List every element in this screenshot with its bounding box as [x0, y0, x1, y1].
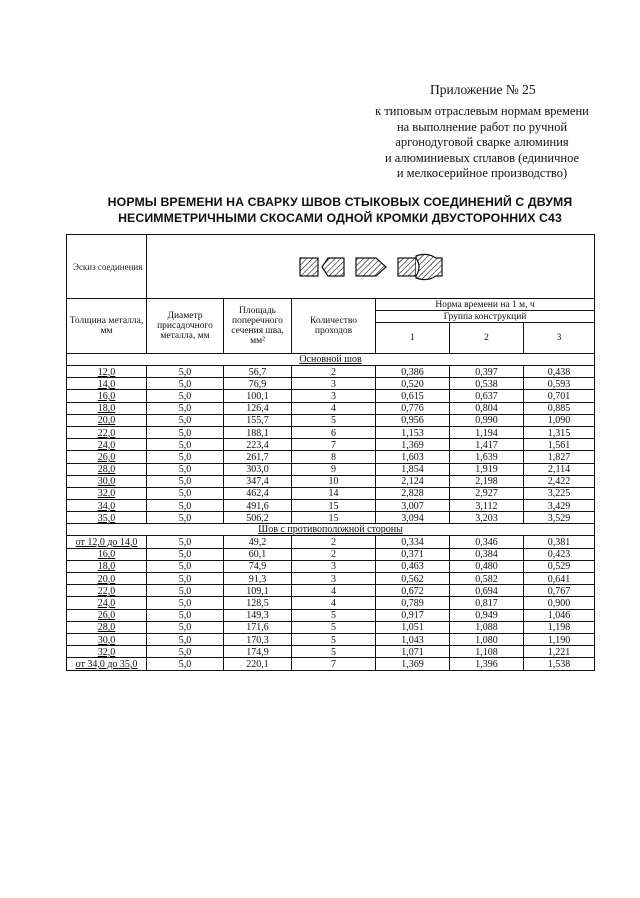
table-cell: 100,1	[224, 390, 292, 402]
table-cell: 2,198	[450, 475, 524, 487]
table-cell: 1,046	[524, 609, 595, 621]
table-cell: 5,0	[147, 366, 224, 378]
table-cell: 220,1	[224, 658, 292, 670]
table-cell: 126,4	[224, 402, 292, 414]
table-cell: 170,3	[224, 633, 292, 645]
appendix-line: и алюминиевых сплавов (единичное	[384, 150, 580, 165]
table-cell: 4	[292, 402, 376, 414]
table-cell: 1,108	[450, 646, 524, 658]
table-cell: 5,0	[147, 658, 224, 670]
table-cell: 5,0	[147, 633, 224, 645]
table-cell: 60,1	[224, 548, 292, 560]
table-cell: 7	[292, 439, 376, 451]
table-cell: 0,917	[376, 609, 450, 621]
table-cell: 34,0	[67, 500, 147, 512]
table-cell: 1,221	[524, 646, 595, 658]
table-cell: 1,538	[524, 658, 595, 670]
table-cell: 5	[292, 609, 376, 621]
appendix-line: к типовым отраслевым нормам времени	[375, 104, 589, 118]
table-cell: 16,0	[67, 548, 147, 560]
table-cell: 0,529	[524, 560, 595, 572]
table-cell: 5	[292, 414, 376, 426]
table-cell: 3	[292, 573, 376, 585]
table-cell: 26,0	[67, 609, 147, 621]
table-cell: 0,538	[450, 378, 524, 390]
table-cell: 5,0	[147, 390, 224, 402]
table-cell: 5,0	[147, 512, 224, 524]
header-group: Группа конструкций	[376, 311, 595, 323]
table-cell: 6	[292, 426, 376, 438]
table-cell: 5,0	[147, 548, 224, 560]
table-cell: 0,949	[450, 609, 524, 621]
table-cell: 1,919	[450, 463, 524, 475]
table-cell: 1,090	[524, 414, 595, 426]
table-row	[67, 621, 595, 633]
table-cell: 1,194	[450, 426, 524, 438]
document-title-line: НОРМЫ ВРЕМЕНИ НА СВАРКУ ШВОВ СТЫКОВЫХ СОЕДИНЕНИЙ С ДВУМЯ	[107, 195, 573, 209]
table-cell: 0,397	[450, 366, 524, 378]
table-cell: 5,0	[147, 487, 224, 499]
table-cell: 0,615	[376, 390, 450, 402]
table-row	[67, 512, 595, 524]
sketch-label: Эскиз соединения	[67, 235, 147, 299]
table-cell: 30,0	[67, 475, 147, 487]
table-cell: 18,0	[67, 402, 147, 414]
table-cell: 0,593	[524, 378, 595, 390]
table-cell: от 12,0 до 14,0	[67, 536, 147, 548]
table-cell: 5,0	[147, 621, 224, 633]
table-row	[67, 573, 595, 585]
table-row	[67, 402, 595, 414]
table-cell: 1,051	[376, 621, 450, 633]
header-area-text: Площадь поперечного сечения шва,	[231, 306, 284, 336]
table-cell: 26,0	[67, 451, 147, 463]
table-cell: 0,480	[450, 560, 524, 572]
table-cell: 22,0	[67, 585, 147, 597]
header-area	[224, 299, 292, 354]
table-cell: 0,767	[524, 585, 595, 597]
table-cell: 3,112	[450, 500, 524, 512]
table-cell: 1,417	[450, 439, 524, 451]
header-group-2: 2	[450, 323, 524, 354]
table-cell: 22,0	[67, 426, 147, 438]
table-cell: 223,4	[224, 439, 292, 451]
table-cell: 491,6	[224, 500, 292, 512]
table-cell: 0,438	[524, 366, 595, 378]
table-cell: 1,396	[450, 658, 524, 670]
table-cell: 0,384	[450, 548, 524, 560]
table-row	[67, 560, 595, 572]
table-cell: 74,9	[224, 560, 292, 572]
table-cell: 5,0	[147, 463, 224, 475]
table-cell: 1,080	[450, 633, 524, 645]
table-cell: 3,007	[376, 500, 450, 512]
table-cell: 30,0	[67, 633, 147, 645]
table-row	[67, 378, 595, 390]
table-cell: 149,3	[224, 609, 292, 621]
table-cell: 1,071	[376, 646, 450, 658]
table-row	[67, 451, 595, 463]
table-cell: 1,043	[376, 633, 450, 645]
table-cell: 347,4	[224, 475, 292, 487]
table-cell: 5,0	[147, 500, 224, 512]
norms-table	[66, 234, 595, 671]
table-cell: 32,0	[67, 646, 147, 658]
table-cell: 0,885	[524, 402, 595, 414]
table-cell: 15	[292, 500, 376, 512]
table-cell: 1,603	[376, 451, 450, 463]
table-cell: 303,0	[224, 463, 292, 475]
table-cell: 5,0	[147, 378, 224, 390]
table-cell: 3,529	[524, 512, 595, 524]
table-cell: 28,0	[67, 463, 147, 475]
table-row	[67, 475, 595, 487]
table-row	[67, 597, 595, 609]
table-cell: 5,0	[147, 402, 224, 414]
table-cell: 18,0	[67, 560, 147, 572]
table-cell: 20,0	[67, 414, 147, 426]
table-cell: 1,153	[376, 426, 450, 438]
table-cell: 188,1	[224, 426, 292, 438]
table-row	[67, 633, 595, 645]
header-thickness: Толщина металла, мм	[67, 299, 147, 354]
table-cell: 0,371	[376, 548, 450, 560]
table-cell: 1,854	[376, 463, 450, 475]
table-cell: 9	[292, 463, 376, 475]
table-cell: 155,7	[224, 414, 292, 426]
table-cell: 3	[292, 378, 376, 390]
table-cell: 56,7	[224, 366, 292, 378]
table-row	[67, 439, 595, 451]
table-cell: 2	[292, 536, 376, 548]
table-cell: 3	[292, 390, 376, 402]
table-cell: 0,776	[376, 402, 450, 414]
appendix-line: аргонодуговой сварке алюминия	[395, 135, 569, 149]
table-cell: 1,369	[376, 439, 450, 451]
table-cell: 3,429	[524, 500, 595, 512]
table-cell: 12,0	[67, 366, 147, 378]
table-cell: 35,0	[67, 512, 147, 524]
appendix-line: и мелкосерийное производство)	[396, 166, 568, 180]
header-diameter: Диаметр присадочного металла, мм	[147, 299, 224, 354]
table-row	[67, 500, 595, 512]
table-cell: 0,990	[450, 414, 524, 426]
table-cell: 2,422	[524, 475, 595, 487]
table-cell: 4	[292, 585, 376, 597]
joint-sketch	[147, 235, 595, 299]
table-cell: 5,0	[147, 451, 224, 463]
table-cell: 5,0	[147, 609, 224, 621]
appendix-subtitle	[352, 104, 612, 182]
table-cell: 0,346	[450, 536, 524, 548]
table-cell: 0,804	[450, 402, 524, 414]
table-cell: 506,2	[224, 512, 292, 524]
table-cell: 5,0	[147, 573, 224, 585]
table-cell: 0,386	[376, 366, 450, 378]
table-cell: 5,0	[147, 414, 224, 426]
section-main	[67, 354, 595, 366]
table-cell: 171,6	[224, 621, 292, 633]
table-cell: 5,0	[147, 560, 224, 572]
table-row	[67, 366, 595, 378]
table-cell: 20,0	[67, 573, 147, 585]
table-cell: 0,641	[524, 573, 595, 585]
table-cell: 0,582	[450, 573, 524, 585]
table-row	[67, 536, 595, 548]
table-cell: 0,381	[524, 536, 595, 548]
table-cell: 1,639	[450, 451, 524, 463]
table-cell: 0,423	[524, 548, 595, 560]
table-cell: 0,701	[524, 390, 595, 402]
table-cell: 0,956	[376, 414, 450, 426]
table-row	[67, 658, 595, 670]
header-passes: Количество проходов	[292, 299, 376, 354]
section-main-label: Основной шов	[67, 354, 595, 366]
table-cell: 5	[292, 646, 376, 658]
table-cell: 5,0	[147, 439, 224, 451]
table-cell: 49,2	[224, 536, 292, 548]
table-cell: 0,694	[450, 585, 524, 597]
table-cell: 16,0	[67, 390, 147, 402]
header-group-3: 3	[524, 323, 595, 354]
table-row	[67, 390, 595, 402]
table-cell: от 34,0 до 35,0	[67, 658, 147, 670]
table-cell: 14,0	[67, 378, 147, 390]
table-cell: 0,900	[524, 597, 595, 609]
table-cell: 8	[292, 451, 376, 463]
table-cell: 5,0	[147, 426, 224, 438]
header-group-1: 1	[376, 323, 450, 354]
table-cell: 76,9	[224, 378, 292, 390]
document-title	[60, 194, 620, 226]
table-cell: 261,7	[224, 451, 292, 463]
table-row	[67, 414, 595, 426]
section-opposite	[67, 524, 595, 536]
table-cell: 1,827	[524, 451, 595, 463]
table-cell: 0,334	[376, 536, 450, 548]
table-cell: 7	[292, 658, 376, 670]
table-cell: 2	[292, 366, 376, 378]
table-cell: 5,0	[147, 585, 224, 597]
table-cell: 1,561	[524, 439, 595, 451]
table-cell: 109,1	[224, 585, 292, 597]
table-cell: 14	[292, 487, 376, 499]
table-row	[67, 426, 595, 438]
table-cell: 5,0	[147, 597, 224, 609]
table-cell: 0,463	[376, 560, 450, 572]
header-norm: Норма времени на 1 м, ч	[376, 299, 595, 311]
table-cell: 2,828	[376, 487, 450, 499]
table-cell: 3,094	[376, 512, 450, 524]
table-cell: 5,0	[147, 475, 224, 487]
table-row	[67, 487, 595, 499]
table-cell: 2,927	[450, 487, 524, 499]
table-row	[67, 609, 595, 621]
table-cell: 2,124	[376, 475, 450, 487]
table-cell: 0,789	[376, 597, 450, 609]
table-cell: 32,0	[67, 487, 147, 499]
table-cell: 462,4	[224, 487, 292, 499]
table-cell: 0,672	[376, 585, 450, 597]
table-cell: 0,637	[450, 390, 524, 402]
table-cell: 3	[292, 560, 376, 572]
table-row	[67, 585, 595, 597]
table-cell: 15	[292, 512, 376, 524]
table-cell: 1,088	[450, 621, 524, 633]
table-cell: 1,315	[524, 426, 595, 438]
table-cell: 0,817	[450, 597, 524, 609]
table-row	[67, 463, 595, 475]
table-cell: 5,0	[147, 646, 224, 658]
section-opposite-label: Шов с противоположной стороны	[67, 524, 595, 536]
table-cell: 10	[292, 475, 376, 487]
table-cell: 1,198	[524, 621, 595, 633]
table-cell: 3,225	[524, 487, 595, 499]
table-row	[67, 548, 595, 560]
table-cell: 0,520	[376, 378, 450, 390]
table-cell: 24,0	[67, 597, 147, 609]
table-cell: 5,0	[147, 536, 224, 548]
sketch-row	[67, 235, 595, 299]
document-title-line: НЕСИММЕТРИЧНЫМИ СКОСАМИ ОДНОЙ КРОМКИ ДВУСТОРОННИХ С43	[118, 211, 562, 225]
table-cell: 2	[292, 548, 376, 560]
header-area-unit: мм²	[250, 336, 265, 346]
appendix-title: Приложение № 25	[430, 82, 536, 97]
table-cell: 1,369	[376, 658, 450, 670]
table-cell: 0,562	[376, 573, 450, 585]
table-row	[67, 646, 595, 658]
table-cell: 174,9	[224, 646, 292, 658]
table-cell: 2,114	[524, 463, 595, 475]
table-cell: 5	[292, 633, 376, 645]
table-cell: 3,203	[450, 512, 524, 524]
table-cell: 4	[292, 597, 376, 609]
table-cell: 91,3	[224, 573, 292, 585]
weld-joint-icon	[296, 252, 446, 282]
table-cell: 1,190	[524, 633, 595, 645]
table-cell: 28,0	[67, 621, 147, 633]
appendix-line: на выполнение работ по ручной	[396, 119, 568, 134]
table-cell: 128,5	[224, 597, 292, 609]
header-row	[67, 299, 595, 311]
table-cell: 24,0	[67, 439, 147, 451]
table-cell: 5	[292, 621, 376, 633]
